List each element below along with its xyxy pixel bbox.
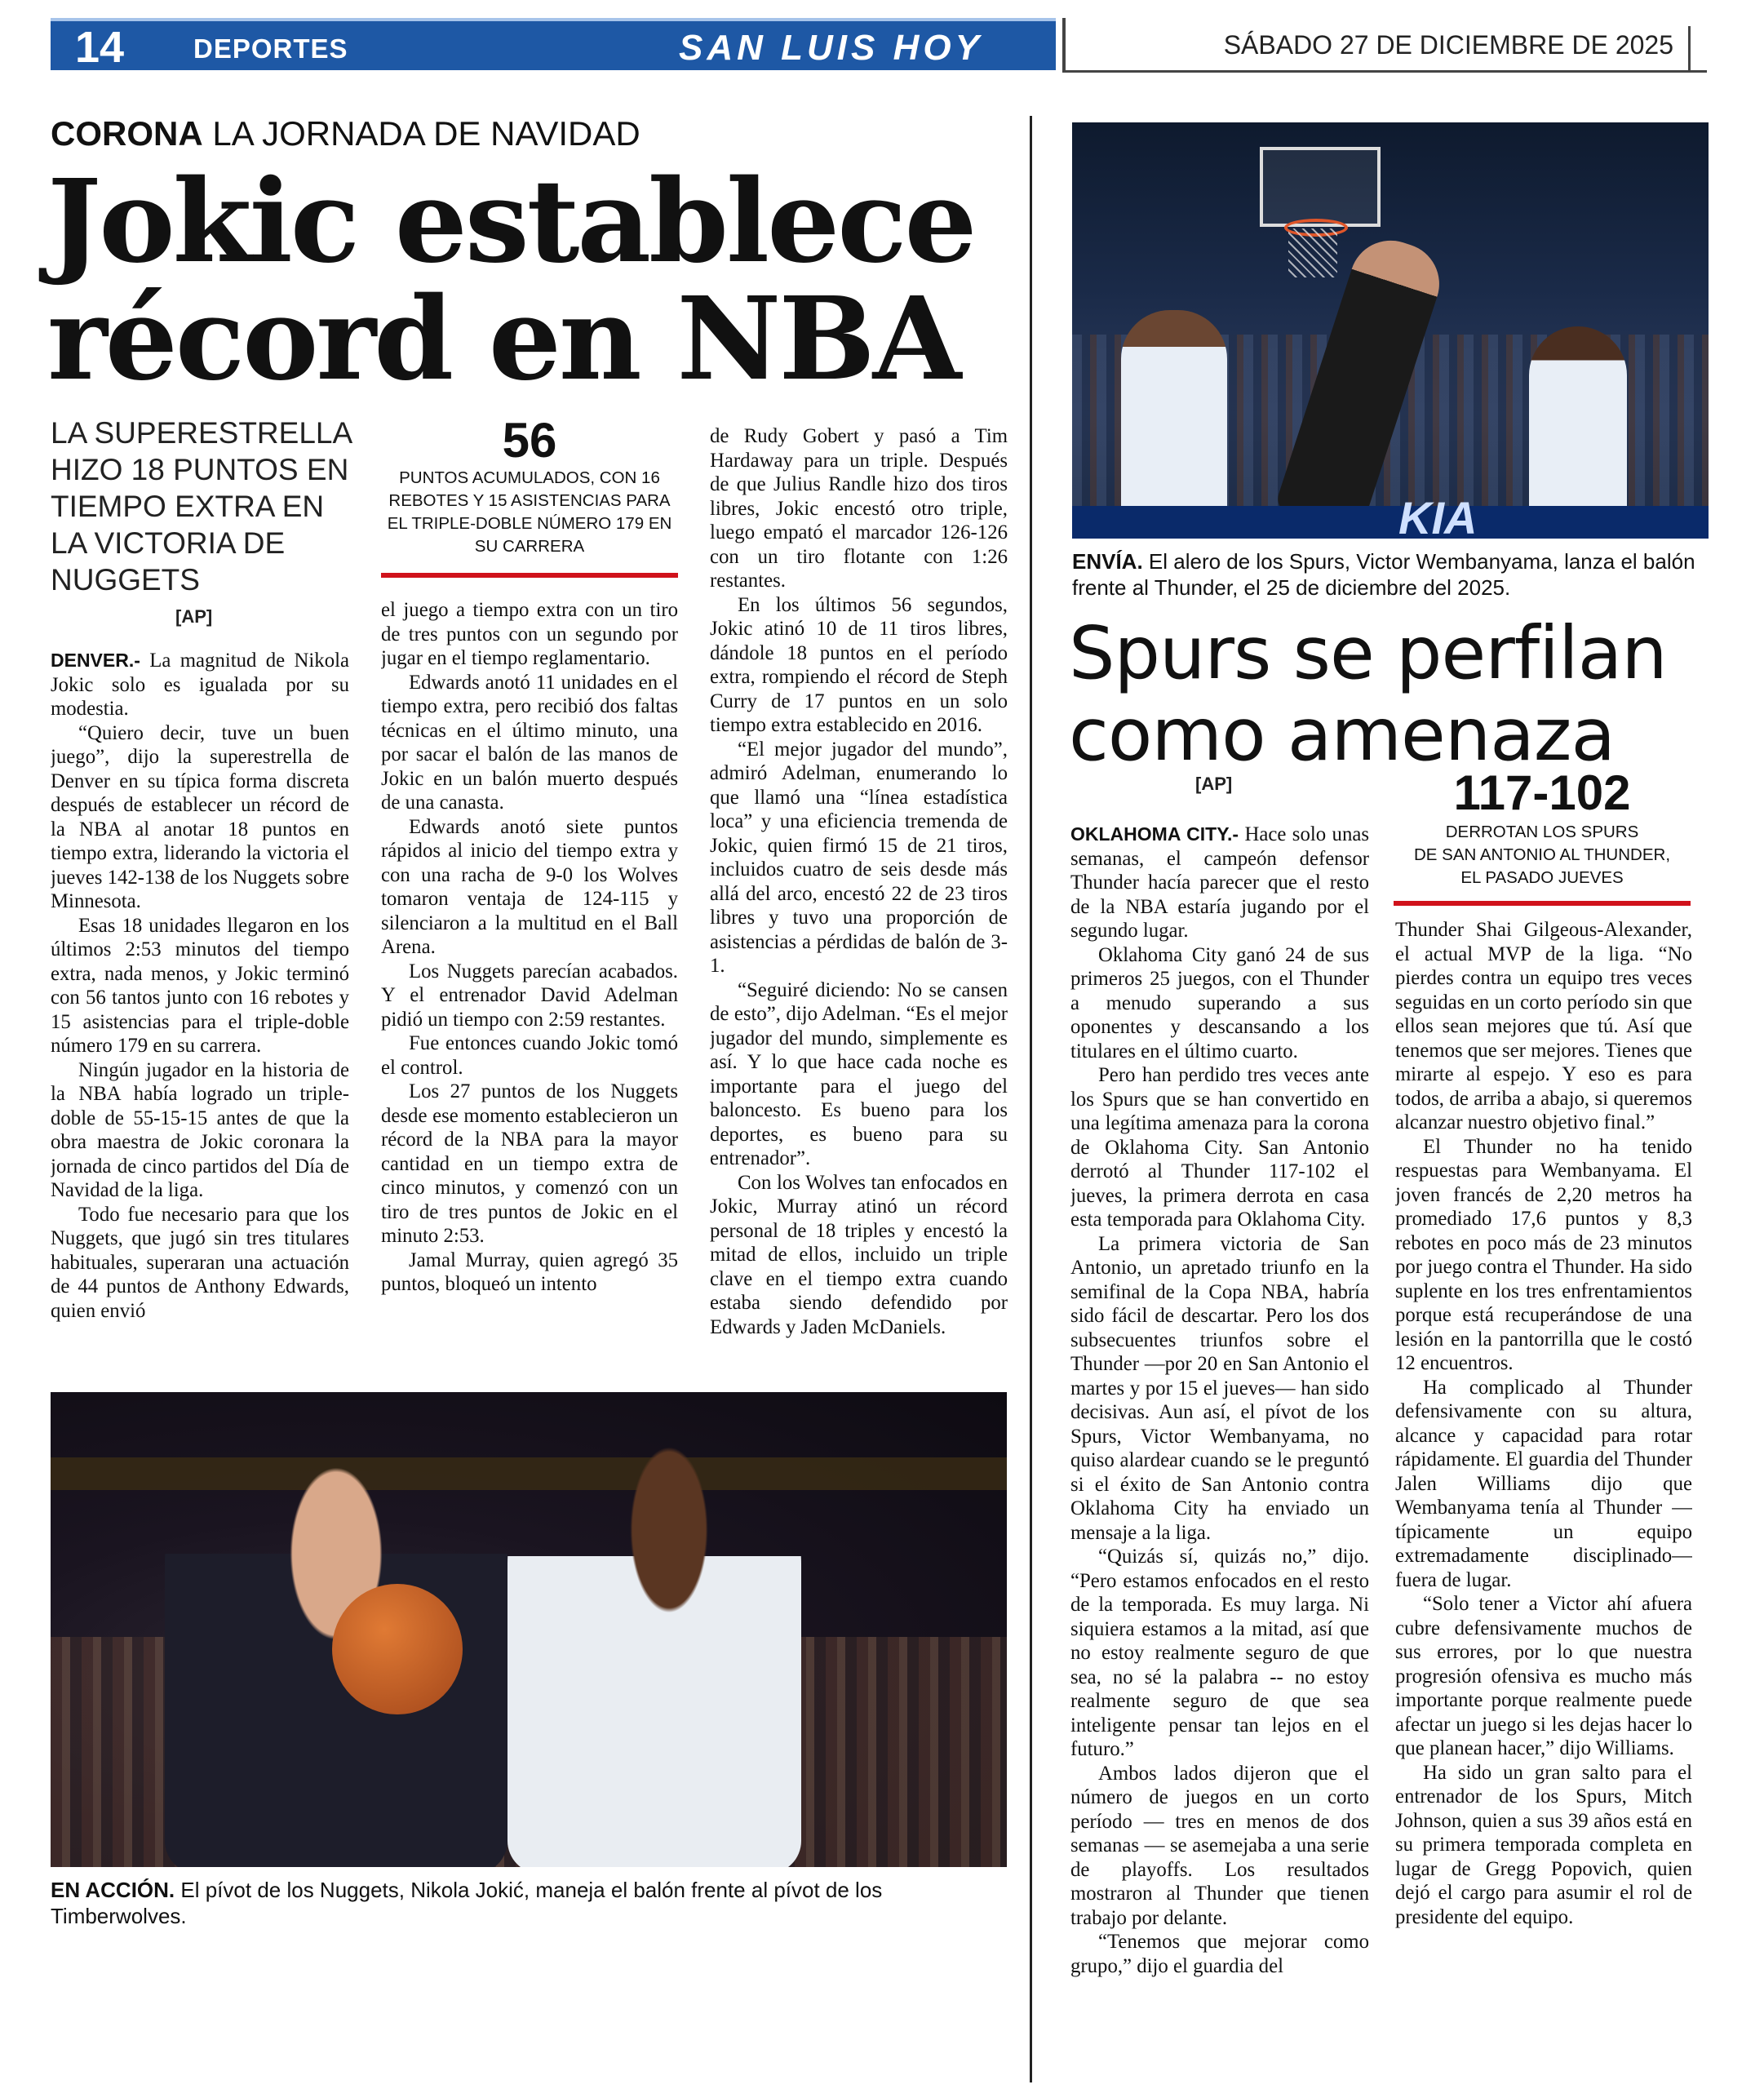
paragraph: de Rudy Gobert y pasó a Tim Hardaway para un triple. Después de que Julius Randle hizo dos tiros libres, Jokic encestó otro triple, luego empató el marcador 126-126 con un tiro flotante con 1:26 restantes. [710,425,1008,592]
paragraph: Edwards anotó 11 unidades en el tiempo extra, pero recibió dos faltas técnicas en el último minuto, una por sacar el balón de las manos de Jokic en un balón muerto después de una canasta. [381,671,678,814]
caption-text: El pívot de los Nuggets, Nikola Jokić, maneja el balón frente al pívot de los Timberwolves. [51,1878,883,1928]
headline-line-1: Jokic establece [47,155,975,289]
paragraph: El Thunder no ha tenido respuestas para Wembanyama. El joven francés de 2,20 metros ha promediado 17,6 puntos y 8,3 rebotes en poco más de 23 minutos por juego contra el Thunder. Ha sido suplente en los tres enfrentamientos porque está recuperándose de una lesión en la pantorrilla que le costó 12 encuentros. [1395,1135,1692,1374]
sponsor-logo: KIA [1398,492,1478,539]
article-column-5 [1395,918,1692,2083]
paragraph: Ha complicado al Thunder defensivamente con su altura, alcance y capacidad para rotar rápidamente. El guardia del Thunder Jalen Williams dijo que Wembanyama tenía al Thunder —típicamente un equipo extremadamente disciplinado— fuera de lugar. [1395,1376,1692,1591]
paragraph: La primera victoria de San Antonio, un apretado triunfo en la semifinal de la Copa NBA, habría sido fácil de descartar. Pero los dos subsecuentes triunfos sobre el Thunder —por 20 en San Antonio el martes y por 15 el jueves— han sido decisivas. Aun así, el pívot de los Spurs, Victor Wembanyama, no quiso alardear cuando se le preguntó si el éxito de San Antonio contra Oklahoma City ha enviado un mensaje a la liga. [1070,1232,1369,1544]
dateline: OKLAHOMA CITY.- [1070,823,1239,845]
paragraph: Todo fue necesario para que los Nuggets, que jugó sin tres titulares habituales, superaran una actuación de 44 puntos de Anthony Edwards, quien envió [51,1203,349,1322]
paragraph: Los 27 puntos de los Nuggets desde ese momento establecieron un récord de la NBA para la mayor cantidad en un tiempo extra de cinco minutos, y comenzó con un tiro de tres puntos de Jokic en el minuto 2:53. [381,1080,678,1247]
stat-number: 117-102 [1453,765,1631,820]
article-column-2 [381,598,678,1373]
jokic-photo [51,1392,1007,1867]
paragraph: “Solo tener a Victor ahí afuera cubre defensivamente muchos de sus errores, por lo que nuestra progresión ofensiva es mucho más importante porque realmente puede afectar un juego si les dejas hacer lo que planean hacer,” dijo Williams. [1395,1593,1692,1759]
paragraph: “Tenemos que mejorar como grupo,” dijo el guardia del [1070,1931,1369,1977]
stat-box [1394,767,1691,906]
header-divider [1062,18,1066,70]
photo-caption [1072,548,1709,601]
paragraph: “Quizás sí, quizás no,” dijo. “Pero estamos enfocados en el resto de la temporada. Es muy larga. Ni siquiera estamos a la mitad, así que no estoy realmente seguro de que sea, no sé la palabra -- no estoy realmente seguro de que sea inteligente pensar tan lejos en el futuro.” [1070,1546,1369,1760]
stat-description: DERROTAN LOS SPURS DE SAN ANTONIO AL THUNDER, EL PASADO JUEVES [1413,823,1671,887]
second-headline [1069,612,1722,775]
page-header [51,18,1707,73]
stat-box [381,415,678,574]
paragraph: “Quiero decir, tuve un buen juego”, dijo la superestrella de Denver en su típica forma discreta después de establecer un récord de la NBA al anotar 18 puntos en tiempo extra, liderando la victoria el jueves 142-138 de los Nuggets sobre Minnesota. [51,721,349,912]
paragraph: Ha sido un gran salto para el entrenador de los Spurs, Mitch Johnson, quien a sus 39 años está en su primera temporada completa en lugar de Gregg Popovich, quien dejó el cargo para asumir el rol de presidente del equipo. [1395,1761,1692,1928]
caption-label: ENVÍA. [1072,549,1143,574]
photo-caption [51,1877,1007,1929]
paragraph: “El mejor jugador del mundo”, admiró Adelman, enumerando lo que llamó una “línea estadística loca” y una eficiencia tremenda de Jokic, quien firmó 15 de 21 tiros, incluidos cuatro de seis desde más allá del arco, encestó 22 de 23 tiros libres y tuvo una proporción de asistencias a pérdidas de balón de 3-1. [710,738,1008,977]
paragraph: Con los Wolves tan enfocados en Jokic, Murray atinó un récord personal de 18 triples y encestó la mitad de ellos, incluido un triple clave en el tiempo extra cuando estaba siendo defendido por Edwards y Jaden McDaniels. [710,1171,1008,1338]
main-headline [47,155,1010,406]
paragraph: Oklahoma City ganó 24 de sus primeros 25 juegos, con el Thunder a menudo superando a sus oponentes y descansando a los titulares en el último cuarto. [1070,943,1369,1062]
backboard [1260,147,1381,227]
issue-date: SÁBADO 27 DE DICIEMBRE DE 2025 [1070,26,1691,72]
kicker-text: LA JORNADA DE NAVIDAD [202,114,640,153]
header-bar [51,18,1056,70]
paragraph: Fue entonces cuando Jokic tomó el control. [381,1032,678,1079]
paragraph: OKLAHOMA CITY.- Hace solo unas semanas, el campeón defensor Thunder hacía parecer que el resto de la NBA estaría jugando por el segundo lugar. [1070,823,1369,942]
paragraph: Pero han perdido tres veces ante los Spurs que se han convertido en una legítima amenaza para la corona de Oklahoma City. San Antonio derrotó al Thunder 117-102 el jueves, la primera derrota en casa esta temporada para Oklahoma City. [1070,1064,1369,1231]
article-column-1 [51,649,349,1375]
stat-red-rule [381,573,678,578]
paragraph: En los últimos 56 segundos, Jokic atinó 10 de 11 tiros libres, dándole 18 puntos en el período extra, rompiendo el récord de Steph Curry de 17 puntos en un solo tiempo extra establecido en 2016. [710,593,1008,736]
stat-number: 56 [502,413,557,468]
article-column-3 [710,424,1008,1375]
net [1288,228,1337,277]
column-divider [1030,116,1032,2082]
wembanyama-photo [1072,122,1709,539]
paragraph: el juego a tiempo extra con un tiro de tres puntos con un segundo por jugar en el tiempo reglamentario. [381,599,678,669]
paragraph: Edwards anotó siete puntos rápidos al inicio del tiempo extra y con una racha de 9-0 los Wolves tomaron ventaja de 124-115 y silenciaron a la multitud en el Ball Arena. [381,815,678,958]
kicker [51,114,640,153]
defender-figure [507,1433,801,1867]
paragraph: Jamal Murray, quien agregó 35 puntos, bloqueó un intento [381,1249,678,1295]
agency-credit: [AP] [175,606,213,627]
article-column-4 [1070,823,1369,2083]
paragraph: Ambos lados dijeron que el número de juegos en un corto período — tres en menos de dos semanas — se asemejaba a una serie de playoffs. Los resultados mostraron al Thunder que tienen trabajo por delante. [1070,1762,1369,1929]
paragraph: “Seguiré diciendo: No se cansen de esto”, dijo Adelman. “Es el mejor jugador del mundo, simplemente es así. Y lo que hace cada noche es importante para el juego del baloncesto. Es bueno para los deportes, es bueno para su entrenador”. [710,978,1008,1169]
agency-credit: [AP] [1195,774,1233,794]
stat-red-rule [1394,901,1691,906]
dateline: DENVER.- [51,650,140,671]
page-number: 14 [75,23,125,72]
headline-line-1: Spurs se perfilan [1069,610,1667,695]
newspaper-name: SAN LUIS HOY [679,28,983,68]
paragraph: Thunder Shai Gilgeous-Alexander, el actual MVP de la liga. “No pierdes contra un equipo tres veces seguidas en un corto período sin que ellos sean mejores que tú. Así que tenemos que ser mejores. Tienes que mirarte al espejo. Y eso es para todos, de arriba a abajo, si queremos alcanzar nuestro objetivo final.” [1395,919,1692,1133]
stat-description: PUNTOS ACUMULADOS, CON 16 REBOTES Y 15 ASISTENCIAS PARA EL TRIPLE-DOBLE NÚMERO 179 EN SU CARRERA [387,468,672,556]
paragraph: Los Nuggets parecían acabados. Y el entrenador David Adelman pidió un tiempo con 2:59 restantes. [381,960,678,1031]
defender-figure [1121,310,1227,539]
paragraph: Esas 18 unidades llegaron en los últimos 2:53 minutos del tiempo extra, nada menos, y Jokic terminó con 56 tantos junto con 16 rebotes y 15 asistencias para el triple-doble número 179 en su carrera. [51,914,349,1057]
kicker-bold: CORONA [51,114,203,153]
header-underline [1062,70,1707,73]
caption-label: EN ACCIÓN. [51,1878,175,1902]
caption-text: El alero de los Spurs, Victor Wembanyama, lanza el balón frente al Thunder, el 25 de diciembre del 2025. [1072,549,1695,600]
paragraph: DENVER.- La magnitud de Nikola Jokic solo es igualada por su modestia. [51,650,349,720]
courtside-sign [1072,506,1709,539]
section-name: DEPORTES [193,33,348,64]
headline-line-2: como amenaza [1069,692,1616,777]
paragraph: Ningún jugador en la historia de la NBA había logrado un triple-doble de 55-15-15 antes de que la obra maestra de Jokic coronara la jornada de cinco partidos del Día de Navidad de la liga. [51,1058,349,1201]
basketball [332,1584,463,1714]
headline-line-2: récord en NBA [47,273,960,406]
deck: LA SUPERESTRELLA HIZO 18 PUNTOS EN TIEMPO EXTRA EN LA VICTORIA DE NUGGETS [51,416,352,597]
